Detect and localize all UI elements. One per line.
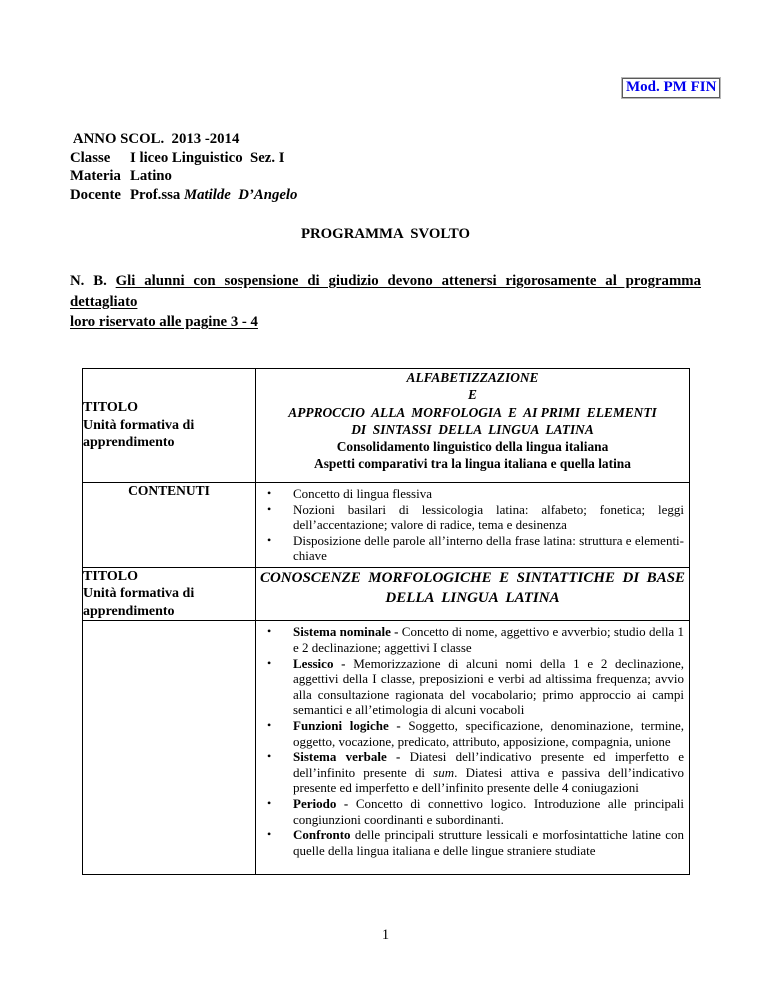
bullet-text: Concetto di nome, aggettivo e avverbio; studio della 1 e 2 declinazione; aggettivi I classe: [293, 624, 684, 656]
teacher-line: [70, 186, 297, 205]
unit1-line: Consolidamento linguistico della lingua italiana: [336, 439, 609, 455]
unit1-line: Aspetti comparativi tra la lingua italiana e quella latina: [314, 456, 631, 472]
bullet-text: Disposizione delle parole all’interno della frase latina: struttura e elementi-chiave: [293, 532, 684, 564]
subject-value: Latino: [130, 168, 172, 185]
bullet-em: sum: [433, 764, 455, 780]
unit2-titolo-label: TITOLO: [83, 568, 138, 584]
unit1-title-cell: [83, 369, 256, 483]
header-block: [70, 130, 297, 204]
bullet-text: . Diatesi attiva e passiva dell’indicativo presente ed imperfetto e dell’infinito presente delle 4 coniugazioni: [293, 764, 684, 796]
bullet-text: Diatesi dell’indicativo presente ed imperfetto e dell’infinito presente di: [293, 749, 684, 780]
nb-text-line2: loro riservato alle pagine 3 - 4: [70, 314, 258, 330]
contents-label-cell: CONTENUTI: [83, 483, 256, 568]
unit1-sub-label: Unità formativa di apprendimento: [83, 417, 195, 451]
program-table: [82, 368, 690, 875]
bullet-lead: Sistema verbale -: [293, 749, 410, 765]
unit2-line: CONOSCENZE MORFOLOGICHE E SINTATTICHE DI BASE: [259, 569, 686, 586]
empty-cell: [83, 621, 256, 875]
unit2-title-cell: [83, 567, 256, 621]
unit2-line: DELLA LINGUA LATINA: [385, 590, 560, 607]
bullet-lead: Confronto: [293, 827, 351, 843]
unit1-titolo-label: TITOLO: [83, 400, 138, 416]
nb-label: N. B.: [70, 273, 107, 289]
contents2-bullet-list: [256, 624, 689, 858]
unit2-sub-label: Unità formativa di apprendimento: [83, 586, 195, 619]
bullet-text: Concetto di connettivo logico. Introduzione alle principali congiunzioni coordinanti e subordinanti.: [293, 796, 684, 827]
unit1-name-cell: [256, 369, 690, 483]
bullet-item: [293, 656, 684, 718]
nb-note-line1: [70, 271, 701, 312]
table-row-contents2: [83, 621, 690, 875]
bullet-item: [293, 486, 684, 502]
nb-text-line1: Gli alunni con sospensione di giudizio devono attenersi rigorosamente al programma dettagliato: [70, 273, 702, 310]
unit1-line: DI SINTASSI DELLA LINGUA LATINA: [351, 421, 594, 437]
nb-note-line2: [70, 312, 701, 333]
bullet-text: Soggetto, specificazione, denominazione, termine, oggetto, vocazione, predicato, attributo, apposizione, compagnia, unione: [293, 718, 685, 749]
contents2-cell: [256, 621, 690, 875]
bullet-item: [293, 718, 684, 749]
bullet-item: [293, 502, 684, 533]
bullet-text: delle principali strutture lessicali e morfosintattiche latine con quelle della lingua italiana e delle lingue straniere studiate: [293, 827, 684, 858]
unit1-line: E: [468, 387, 477, 403]
bullet-text: Concetto di lingua flessiva: [293, 486, 433, 501]
subject-label: Materia: [70, 168, 121, 185]
class-label: Classe: [70, 149, 111, 166]
unit1-line: APPROCCIO ALLA MORFOLOGIA E AI PRIMI ELEMENTI: [288, 404, 657, 420]
section-value: Sez. I: [250, 149, 285, 166]
bullet-lead: Sistema nominale -: [293, 624, 402, 640]
table-row-unit2: [83, 567, 690, 621]
class-line: [70, 149, 297, 168]
page-number: 1: [381, 927, 390, 943]
bullet-item: [293, 827, 684, 858]
subject-line: [70, 167, 297, 186]
contents1-cell: [256, 483, 690, 568]
unit1-line: ALFABETIZZAZIONE: [406, 370, 539, 385]
bullet-item: [293, 624, 684, 655]
bullet-lead: Lessico -: [293, 655, 354, 671]
page-title: PROGRAMMA SVOLTO: [300, 226, 471, 242]
table-row-unit1: [83, 369, 690, 483]
unit2-name-cell: [256, 567, 690, 621]
bullet-item: [293, 533, 684, 564]
bullet-lead: Periodo -: [293, 796, 356, 811]
bullet-item: [293, 796, 684, 827]
bullet-lead: Funzioni logiche -: [293, 718, 409, 734]
bullet-text: Memorizzazione di alcuni nomi della 1 e 2 declinazione, aggettivi della I classe, preposizioni e verbi ad altissima frequenza; avvio alla consultazione ragionata del vocabolario; primo approccio ai campi semantici e all’etimologia di alcuni vocaboli: [293, 655, 684, 718]
bullet-text: Nozioni basilari di lessicologia latina: alfabeto; fonetica; leggi dell’accentazione; valore di radice, tema e desinenza: [293, 501, 684, 533]
table-row-contents1: [83, 483, 690, 568]
program-table-wrapper: [82, 368, 690, 875]
teacher-title: Prof.ssa: [130, 186, 184, 203]
school-year-line: ANNO SCOL. 2013 -2014: [70, 131, 240, 147]
bullet-item: [293, 749, 684, 796]
module-badge: Mod. PM FIN: [622, 78, 720, 98]
class-value: I liceo Linguistico: [130, 149, 243, 166]
teacher-name: Matilde D’Angelo: [183, 186, 298, 203]
teacher-label: Docente: [70, 186, 121, 203]
nb-note: [70, 271, 701, 333]
contents1-bullet-list: [256, 486, 689, 564]
